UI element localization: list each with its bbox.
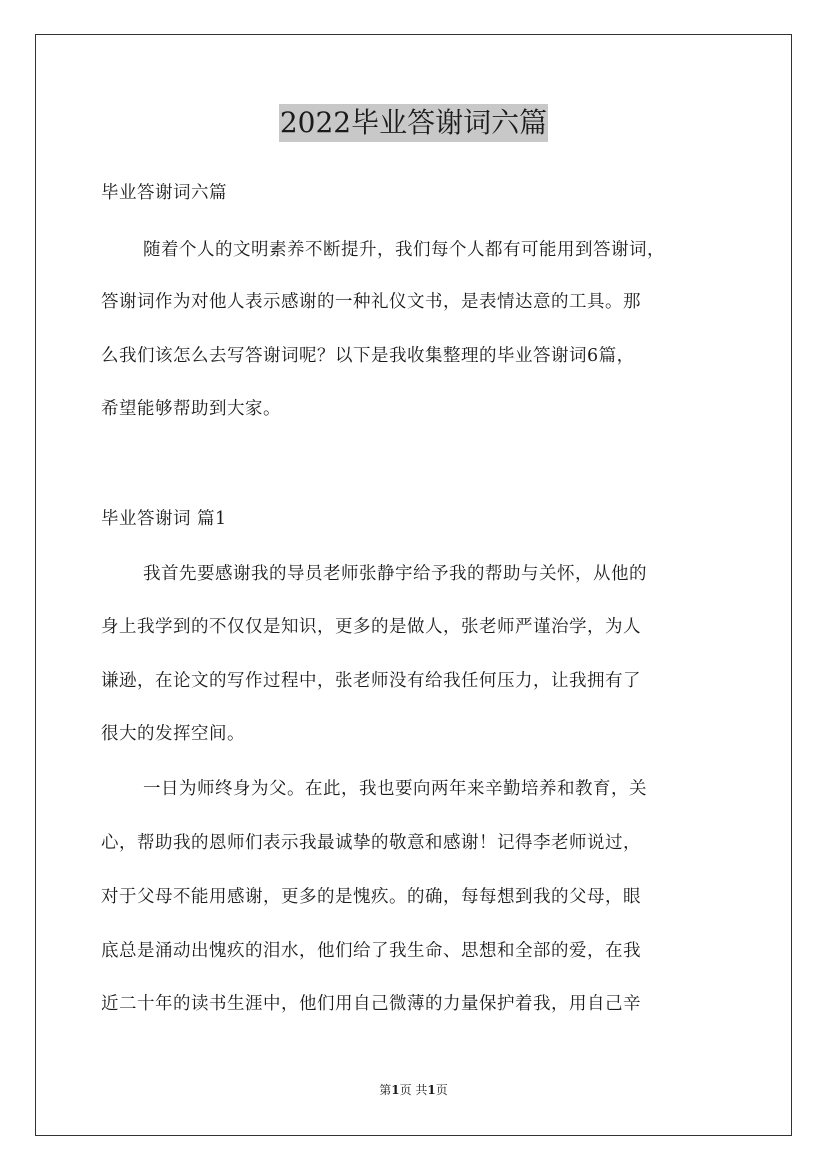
paragraph-line: 底总是涌动出愧疚的泪水，他们给了我生命、思想和全部的爱，在我 bbox=[101, 941, 641, 961]
document-title: 2022毕业答谢词六篇 bbox=[279, 104, 548, 142]
paragraph-line: 近二十年的读书生涯中，他们用自己微薄的力量保护着我，用自己辛 bbox=[101, 994, 641, 1014]
paragraph-line: 谦逊，在论文的写作过程中，张老师没有给我任何压力，让我拥有了 bbox=[101, 671, 641, 691]
subtitle: 毕业答谢词六篇 bbox=[101, 183, 227, 203]
title-container bbox=[0, 104, 827, 142]
section-heading: 毕业答谢词 篇1 bbox=[101, 509, 227, 529]
footer-page-suffix: 页 bbox=[435, 1083, 448, 1097]
paragraph-line: 很大的发挥空间。 bbox=[101, 724, 245, 744]
intro-line: 随着个人的文明素养不断提升，我们每个人都有可能用到答谢词， bbox=[143, 240, 665, 260]
footer-page-number: 1 bbox=[391, 1083, 400, 1097]
footer-page-total: 1 bbox=[427, 1083, 436, 1097]
paragraph-line: 身上我学到的不仅仅是知识，更多的是做人，张老师严谨治学，为人 bbox=[101, 617, 641, 637]
intro-line: 答谢词作为对他人表示感谢的一种礼仪文书，是表情达意的工具。那 bbox=[101, 292, 641, 312]
paragraph-line: 心，帮助我的恩师们表示我最诚挚的敬意和感谢！记得李老师说过， bbox=[101, 833, 641, 853]
intro-line: 希望能够帮助到大家。 bbox=[101, 399, 281, 419]
intro-line: 么我们该怎么去写答谢词呢？以下是我收集整理的毕业答谢词6篇， bbox=[101, 346, 635, 366]
page-footer bbox=[0, 1082, 827, 1098]
footer-page-mid: 页 共 bbox=[399, 1083, 428, 1097]
paragraph-line: 对于父母不能用感谢，更多的是愧疚。的确，每每想到我的父母，眼 bbox=[101, 887, 641, 907]
footer-page-prefix: 第 bbox=[379, 1083, 392, 1097]
paragraph-line: 一日为师终身为父。在此，我也要向两年来辛勤培养和教育，关 bbox=[143, 779, 647, 799]
paragraph-line: 我首先要感谢我的导员老师张静宇给予我的帮助与关怀，从他的 bbox=[143, 564, 647, 584]
